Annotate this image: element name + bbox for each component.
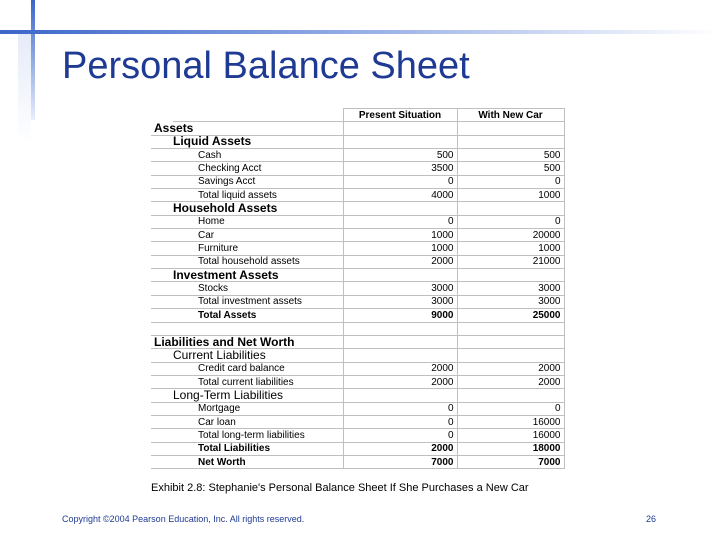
present-value: 0 (343, 429, 457, 442)
row-label: Savings Acct (173, 175, 343, 188)
with-car-value: 20000 (457, 229, 564, 242)
empty-cell (457, 135, 564, 148)
with-car-value: 500 (457, 162, 564, 175)
blank-row (151, 322, 564, 335)
with-car-value: 16000 (457, 415, 564, 428)
present-value: 2000 (343, 255, 457, 268)
row-label: Net Worth (173, 455, 343, 468)
row-label: Total household assets (173, 255, 343, 268)
indent-spacer (151, 242, 173, 255)
indent-spacer (151, 135, 173, 148)
row-label: Total long-term liabilities (173, 429, 343, 442)
table-row (151, 175, 564, 188)
indent-spacer (151, 349, 173, 362)
column-header-present: Present Situation (343, 109, 457, 122)
with-car-value: 18000 (457, 442, 564, 455)
indent-spacer (151, 295, 173, 308)
empty-cell (457, 269, 564, 282)
with-car-value: 0 (457, 175, 564, 188)
empty-cell (343, 122, 457, 135)
row-label: Total Liabilities (173, 442, 343, 455)
row-label: Total liquid assets (173, 189, 343, 202)
section-label: Liquid Assets (173, 135, 343, 148)
indent-spacer (151, 402, 173, 415)
empty-cell (343, 349, 457, 362)
column-header-with-car: With New Car (457, 109, 564, 122)
empty-cell (457, 389, 564, 402)
with-car-value: 25000 (457, 309, 564, 322)
row-label: Car loan (173, 415, 343, 428)
row-label: Cash (173, 149, 343, 162)
indent-spacer (151, 282, 173, 295)
empty-cell (343, 202, 457, 215)
section-row (151, 349, 564, 362)
row-label: Total investment assets (173, 295, 343, 308)
indent-spacer (151, 189, 173, 202)
section-row (151, 135, 564, 148)
with-car-value: 0 (457, 402, 564, 415)
with-car-value: 2000 (457, 375, 564, 388)
present-value: 7000 (343, 455, 457, 468)
section-label: Investment Assets (173, 269, 343, 282)
indent-spacer (151, 415, 173, 428)
present-value: 3000 (343, 295, 457, 308)
empty-cell (343, 135, 457, 148)
with-car-value: 2000 (457, 362, 564, 375)
indent-spacer (151, 375, 173, 388)
header-spacer (151, 109, 173, 122)
row-label: Furniture (173, 242, 343, 255)
present-value: 0 (343, 402, 457, 415)
table-row (151, 295, 564, 308)
present-value: 500 (343, 149, 457, 162)
present-value: 1000 (343, 229, 457, 242)
with-car-value: 1000 (457, 189, 564, 202)
slide-title: Personal Balance Sheet (62, 45, 470, 87)
section-label: Household Assets (173, 202, 343, 215)
section-label: Current Liabilities (173, 349, 343, 362)
indent-spacer (151, 215, 173, 228)
with-car-value: 0 (457, 215, 564, 228)
empty-cell (343, 322, 457, 335)
indent-spacer (151, 362, 173, 375)
with-car-value: 7000 (457, 455, 564, 468)
present-value: 0 (343, 175, 457, 188)
present-value: 3500 (343, 162, 457, 175)
indent-spacer (151, 389, 173, 402)
present-value: 3000 (343, 282, 457, 295)
table-row (151, 402, 564, 415)
table-row (151, 442, 564, 455)
present-value: 2000 (343, 362, 457, 375)
empty-cell (457, 322, 564, 335)
section-row (151, 335, 564, 348)
row-label: Total current liabilities (173, 375, 343, 388)
page-number: 26 (646, 514, 657, 524)
row-label: Mortgage (173, 402, 343, 415)
empty-cell (343, 269, 457, 282)
empty-cell (343, 389, 457, 402)
blank-cell (151, 322, 343, 335)
indent-spacer (151, 175, 173, 188)
row-label: Home (173, 215, 343, 228)
indent-spacer (151, 149, 173, 162)
table-row (151, 149, 564, 162)
row-label: Checking Acct (173, 162, 343, 175)
section-label: Long-Term Liabilities (173, 389, 343, 402)
with-car-value: 500 (457, 149, 564, 162)
indent-spacer (151, 455, 173, 468)
present-value: 1000 (343, 242, 457, 255)
empty-cell (457, 335, 564, 348)
table-row (151, 215, 564, 228)
indent-spacer (151, 442, 173, 455)
present-value: 4000 (343, 189, 457, 202)
row-label: Credit card balance (173, 362, 343, 375)
section-label: Liabilities and Net Worth (151, 335, 343, 348)
empty-cell (457, 122, 564, 135)
row-label: Total Assets (173, 309, 343, 322)
indent-spacer (151, 309, 173, 322)
with-car-value: 3000 (457, 282, 564, 295)
indent-spacer (151, 429, 173, 442)
present-value: 2000 (343, 375, 457, 388)
section-row (151, 202, 564, 215)
empty-cell (457, 202, 564, 215)
table-row (151, 255, 564, 268)
with-car-value: 3000 (457, 295, 564, 308)
indent-spacer (151, 202, 173, 215)
indent-spacer (151, 255, 173, 268)
decorative-fade (18, 34, 31, 144)
indent-spacer (151, 269, 173, 282)
table-row (151, 162, 564, 175)
with-car-value: 1000 (457, 242, 564, 255)
table-row (151, 229, 564, 242)
present-value: 2000 (343, 442, 457, 455)
table-row (151, 429, 564, 442)
copyright-notice: Copyright ©2004 Pearson Education, Inc. All rights reserved. (62, 514, 305, 524)
balance-sheet-table (151, 108, 565, 469)
with-car-value: 21000 (457, 255, 564, 268)
row-label: Car (173, 229, 343, 242)
section-row (151, 122, 564, 135)
indent-spacer (151, 162, 173, 175)
row-label: Stocks (173, 282, 343, 295)
table-row (151, 309, 564, 322)
table-row (151, 375, 564, 388)
balance-sheet (151, 108, 565, 469)
section-row (151, 269, 564, 282)
header-spacer (173, 109, 343, 122)
empty-cell (343, 335, 457, 348)
indent-spacer (151, 229, 173, 242)
table-header-row (151, 109, 564, 122)
table-row (151, 415, 564, 428)
decorative-horizontal-bar (0, 30, 720, 34)
empty-cell (457, 349, 564, 362)
with-car-value: 16000 (457, 429, 564, 442)
decorative-vertical-bar (31, 0, 35, 120)
present-value: 0 (343, 415, 457, 428)
section-row (151, 389, 564, 402)
table-row (151, 242, 564, 255)
table-row (151, 455, 564, 468)
present-value: 9000 (343, 309, 457, 322)
table-row (151, 189, 564, 202)
section-label: Assets (151, 122, 343, 135)
exhibit-caption: Exhibit 2.8: Stephanie's Personal Balance Sheet If She Purchases a New Car (151, 482, 529, 494)
present-value: 0 (343, 215, 457, 228)
table-row (151, 362, 564, 375)
table-row (151, 282, 564, 295)
